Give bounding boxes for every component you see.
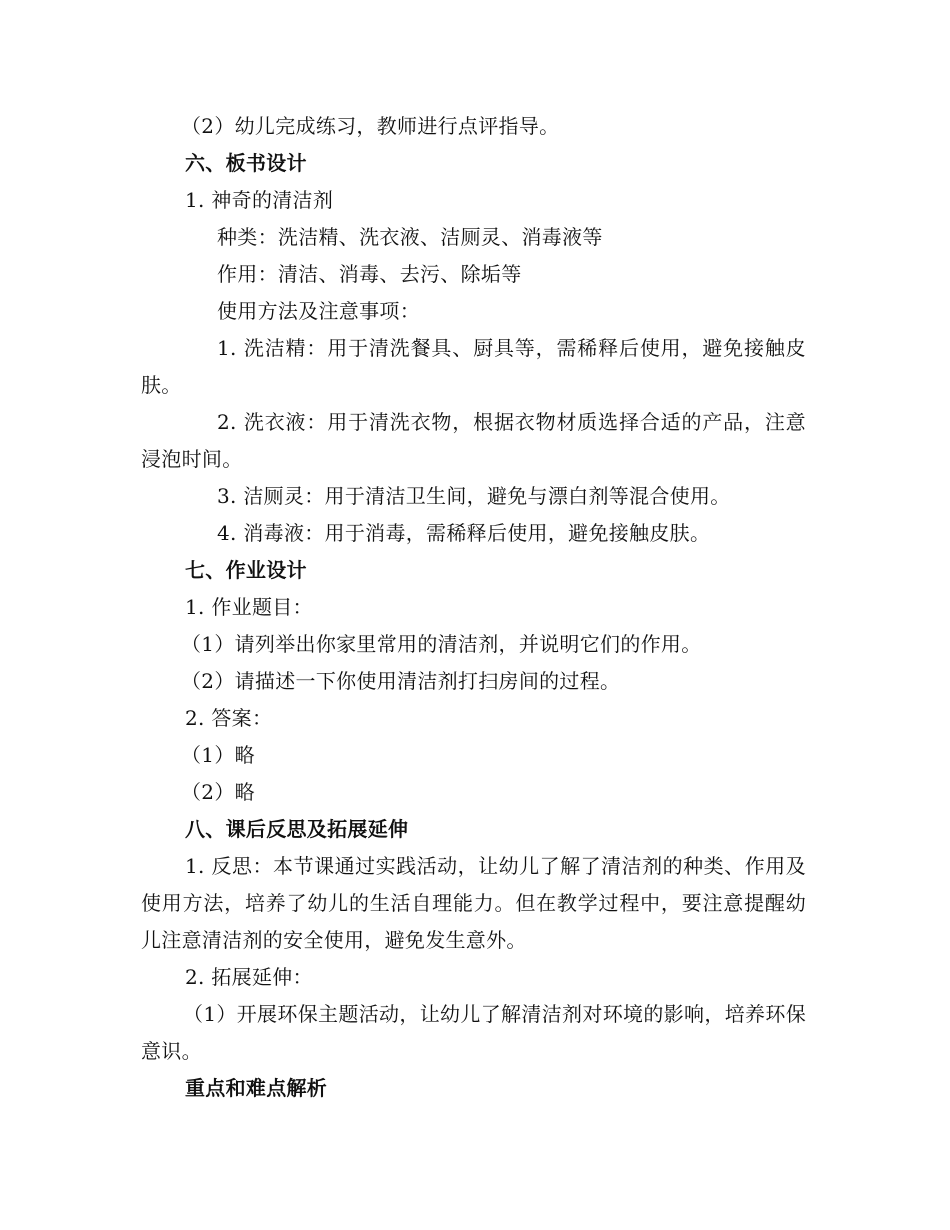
homework-question-1: （1）请列举出你家里常用的清洁剂，并说明它们的作用。 bbox=[181, 632, 702, 656]
homework-questions-heading: 1. 作业题目： bbox=[185, 595, 313, 619]
usage-item-2: 2. 洗衣液：用于清洗衣物，根据衣物材质选择合适的产品，注意浸泡时间。 bbox=[141, 410, 806, 471]
reflection-paragraph: 1. 反思：本节课通过实践活动，让幼儿了解了清洁剂的种类、作用及使用方法，培养了幼儿的生活自理能力。但在教学过程中，要注意提醒幼儿注意清洁剂的安全使用，避免发生意外。 bbox=[141, 854, 806, 952]
section-heading-board-design: 六、板书设计 bbox=[185, 151, 307, 175]
homework-answers-heading: 2. 答案： bbox=[185, 706, 273, 730]
board-types: 种类：洗洁精、洗衣液、洁厕灵、消毒液等 bbox=[217, 225, 603, 249]
extension-heading: 2. 拓展延伸： bbox=[185, 965, 313, 989]
document-body bbox=[141, 108, 806, 1107]
practice-item-2: （2）幼儿完成练习，教师进行点评指导。 bbox=[181, 114, 560, 138]
usage-item-1: 1. 洗洁精：用于清洗餐具、厨具等，需稀释后使用，避免接触皮肤。 bbox=[141, 336, 806, 397]
board-title: 1. 神奇的清洁剂 bbox=[185, 188, 334, 212]
homework-question-2: （2）请描述一下你使用清洁剂打扫房间的过程。 bbox=[181, 669, 621, 693]
board-effects: 作用：清洁、消毒、去污、除垢等 bbox=[217, 262, 522, 286]
board-usage-heading: 使用方法及注意事项： bbox=[217, 299, 420, 323]
extension-item-1: （1）开展环保主题活动，让幼儿了解清洁剂对环境的影响，培养环保意识。 bbox=[141, 1002, 806, 1063]
section-heading-key-points: 重点和难点解析 bbox=[185, 1076, 328, 1100]
section-heading-homework: 七、作业设计 bbox=[185, 558, 307, 582]
usage-item-3: 3. 洁厕灵：用于清洁卫生间，避免与漂白剂等混合使用。 bbox=[217, 484, 731, 508]
homework-answer-2: （2）略 bbox=[181, 780, 255, 804]
homework-answer-1: （1）略 bbox=[181, 743, 255, 767]
section-heading-reflection: 八、课后反思及拓展延伸 bbox=[185, 817, 409, 841]
usage-item-4: 4. 消毒液：用于消毒，需稀释后使用，避免接触皮肤。 bbox=[217, 521, 711, 545]
